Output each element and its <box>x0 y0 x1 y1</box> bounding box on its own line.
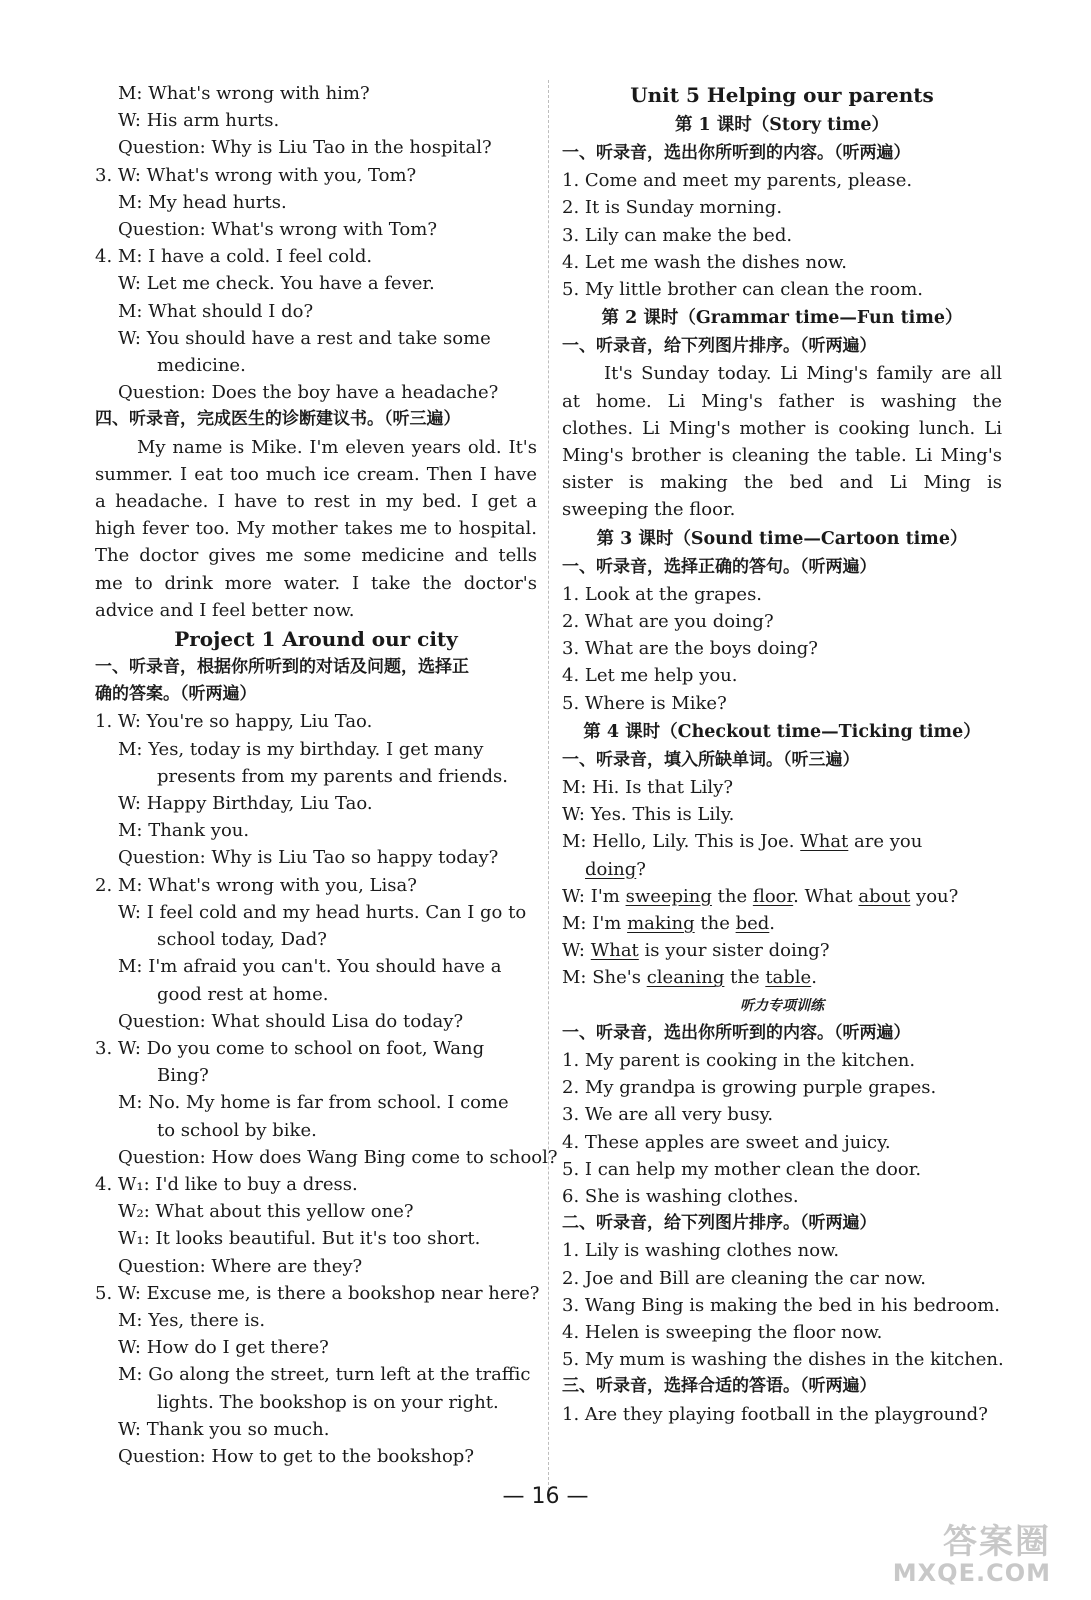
line-text: the <box>694 913 736 935</box>
line-text: ? <box>636 858 646 880</box>
text-line: 5. My little brother can clean the room. <box>562 279 924 301</box>
line-text: are you <box>848 831 923 853</box>
exercise-heading: 一、听录音，根据你所听到的对话及问题，选择正 <box>95 657 469 678</box>
text-line: 4. Let me help you. <box>562 665 738 687</box>
lesson-heading: 第 3 课时（Sound time—Cartoon time） <box>596 528 968 549</box>
text-line: W: Thank you so much. <box>118 1418 330 1440</box>
right-column <box>562 80 1002 1428</box>
filled-answer: sweeping <box>625 885 712 907</box>
filled-answer: bed <box>735 913 770 935</box>
filled-answer: about <box>858 885 911 907</box>
text-line: 3. What are the boys doing? <box>562 638 818 660</box>
text-line: lights. The bookshop is on your right. <box>157 1391 499 1413</box>
filled-answer: cleaning <box>646 967 725 989</box>
text-line: W: You should have a rest and take some <box>118 327 491 349</box>
text-line: Question: Where are they? <box>118 1255 363 1277</box>
exercise-heading: 三、听录音，选择合适的答语。（听两遍） <box>562 1376 877 1397</box>
dialogue-line <box>562 883 1002 910</box>
text-line: M: What should I do? <box>118 300 314 322</box>
text-line: 1. Look at the grapes. <box>562 583 763 605</box>
text-line: good rest at home. <box>157 983 329 1005</box>
text-line: 4. M: I have a cold. I feel cold. <box>95 246 373 268</box>
text-line: M: Yes, today is my birthday. I get many <box>118 738 484 760</box>
line-text: . What <box>793 885 859 907</box>
exercise-heading: 一、听录音，选出你所听到的内容。（听两遍） <box>562 1022 911 1043</box>
section-title: Unit 5 Helping our parents <box>630 83 934 107</box>
text-line: W: Yes. This is Lily. <box>562 804 735 826</box>
text-line: 3. Wang Bing is making the bed in his bedroom. <box>562 1294 1001 1316</box>
line-text: is your sister doing? <box>638 940 830 962</box>
text-line: 2. It is Sunday morning. <box>562 197 783 219</box>
dialogue-line <box>562 856 1002 883</box>
text-line: Question: Does the boy have a headache? <box>118 382 499 404</box>
text-line: 2. Joe and Bill are cleaning the car now. <box>562 1267 926 1289</box>
text-line: W₂: What about this yellow one? <box>118 1201 414 1223</box>
text-line: 5. I can help my mother clean the door. <box>562 1158 922 1180</box>
text-line: 4. Helen is sweeping the floor now. <box>562 1321 883 1343</box>
text-line: 6. She is washing clothes. <box>562 1185 799 1207</box>
left-column <box>95 80 558 1470</box>
text-line: M: No. My home is far from school. I come <box>118 1092 509 1114</box>
text-line: Question: Why is Liu Tao so happy today? <box>118 847 499 869</box>
text-line: Bing? <box>157 1065 209 1087</box>
lesson-heading: 第 4 课时（Checkout time—Ticking time） <box>583 721 981 742</box>
line-text: . <box>769 913 776 935</box>
section-subtitle: 听力专项训练 <box>740 997 824 1014</box>
exercise-heading: 一、听录音，选择正确的答句。（听两遍） <box>562 556 877 577</box>
filled-answer: table <box>765 967 812 989</box>
text-line: M: I'm afraid you can't. You should have a <box>118 956 502 978</box>
text-line: W: Happy Birthday, Liu Tao. <box>118 793 373 815</box>
text-line: Question: How does Wang Bing come to school? <box>118 1146 558 1168</box>
filled-answer: doing <box>585 858 637 880</box>
line-text: the <box>711 885 753 907</box>
text-line: 1. Are they playing football in the playground? <box>562 1403 988 1425</box>
text-line: 5. My mum is washing the dishes in the kitchen. <box>562 1349 1004 1371</box>
text-line: Question: What should Lisa do today? <box>118 1010 464 1032</box>
exercise-heading: 确的答案。（听两遍） <box>95 684 257 705</box>
text-line: medicine. <box>157 355 246 377</box>
text-line: 5. W: Excuse me, is there a bookshop near here? <box>95 1282 540 1304</box>
section-title: Project 1 Around our city <box>174 627 458 652</box>
text-line: 1. Come and meet my parents, please. <box>562 170 913 192</box>
exercise-heading: 一、听录音，给下列图片排序。（听两遍） <box>562 336 877 357</box>
text-line: W: How do I get there? <box>118 1337 329 1359</box>
text-line: presents from my parents and friends. <box>157 765 508 787</box>
text-line: M: Hi. Is that Lily? <box>562 777 733 799</box>
page-number: — 16 — <box>502 1484 589 1509</box>
filled-answer: floor <box>752 885 794 907</box>
passage-paragraph: It's Sunday today. Li Ming's family are all at home. Li Ming's father is washing the clothes. Li Ming's mother is cooking lunch. Li Ming's brother is cleaning the table. Li Ming's sister is making the bed and Li Ming is sweeping the floor. <box>562 363 1002 521</box>
filled-answer: What <box>590 940 639 962</box>
dialogue-line <box>562 828 1002 855</box>
text-line: 2. What are you doing? <box>562 611 774 633</box>
line-text: W: I'm <box>562 885 626 907</box>
text-line: M: My head hurts. <box>118 191 287 213</box>
text-line: 4. These apples are sweet and juicy. <box>562 1131 891 1153</box>
exercise-heading: 一、听录音，填入所缺单词。（听三遍） <box>562 749 860 770</box>
text-line: 4. Let me wash the dishes now. <box>562 251 847 273</box>
text-line: M: What's wrong with him? <box>118 83 370 104</box>
text-line: 3. Lily can make the bed. <box>562 224 793 246</box>
filled-answer: What <box>800 831 849 853</box>
column-divider <box>548 80 549 1500</box>
watermark-text: 答案圈 <box>943 1522 1051 1562</box>
text-line: M: Go along the street, turn left at the traffic <box>118 1364 531 1386</box>
dialogue-line <box>562 910 1002 937</box>
dialogue-line <box>562 937 1002 964</box>
watermark-url: MXQE.COM <box>892 1559 1051 1587</box>
text-line: 4. W₁: I'd like to buy a dress. <box>95 1173 358 1195</box>
text-line: W: His arm hurts. <box>118 110 280 132</box>
filled-answer: making <box>627 913 695 935</box>
text-line: 1. Lily is washing clothes now. <box>562 1240 840 1262</box>
text-line: 3. W: What's wrong with you, Tom? <box>95 164 417 186</box>
passage-paragraph: My name is Mike. I'm eleven years old. It's summer. I eat too much ice cream. Then I have a headache. I have to rest in my bed. I get a high fever too. My mother takes me to hospital. The doctor gives me some medicine and tells me to drink more water. I take the doctor's advice and I feel better now. <box>95 436 537 621</box>
text-line: M: Yes, there is. <box>118 1309 266 1331</box>
text-line: Question: What's wrong with Tom? <box>118 219 437 241</box>
text-line: Question: Why is Liu Tao in the hospital? <box>118 137 492 159</box>
text-line: 3. We are all very busy. <box>562 1104 774 1126</box>
text-line: W: I feel cold and my head hurts. Can I go to <box>118 901 527 923</box>
text-line: 1. W: You're so happy, Liu Tao. <box>95 711 373 733</box>
text-line: Question: How to get to the bookshop? <box>118 1445 474 1467</box>
text-line: 3. W: Do you come to school on foot, Wang <box>95 1037 485 1059</box>
text-line: to school by bike. <box>157 1119 317 1141</box>
dialogue-line <box>562 964 1002 991</box>
text-line: M: Thank you. <box>118 820 250 842</box>
lesson-heading: 第 2 课时（Grammar time—Fun time） <box>601 308 963 329</box>
line-text: . <box>811 967 817 989</box>
exercise-heading: 二、听录音，给下列图片排序。（听两遍） <box>562 1213 877 1234</box>
exercise-heading: 一、听录音，选出你所听到的内容。（听两遍） <box>562 143 911 163</box>
text-line: W: Let me check. You have a fever. <box>118 273 435 295</box>
lesson-heading: 第 1 课时（Story time） <box>674 115 890 135</box>
text-line: 1. My parent is cooking in the kitchen. <box>562 1049 916 1071</box>
text-line: 2. My grandpa is growing purple grapes. <box>562 1077 937 1099</box>
line-text: W: <box>562 940 591 962</box>
line-text: M: Hello, Lily. This is Joe. <box>562 831 801 853</box>
line-text: the <box>724 967 766 989</box>
exercise-heading: 四、听录音，完成医生的诊断建议书。（听三遍） <box>95 409 461 430</box>
text-line: W₁: It looks beautiful. But it's too short. <box>118 1228 481 1250</box>
line-text: M: She's <box>562 967 647 989</box>
text-line: 5. Where is Mike? <box>562 692 727 714</box>
line-text: you? <box>910 885 959 907</box>
text-line: 2. M: What's wrong with you, Lisa? <box>95 874 417 896</box>
line-text: M: I'm <box>562 913 628 935</box>
text-line: school today, Dad? <box>157 929 327 951</box>
watermark-logo <box>893 1524 1051 1586</box>
